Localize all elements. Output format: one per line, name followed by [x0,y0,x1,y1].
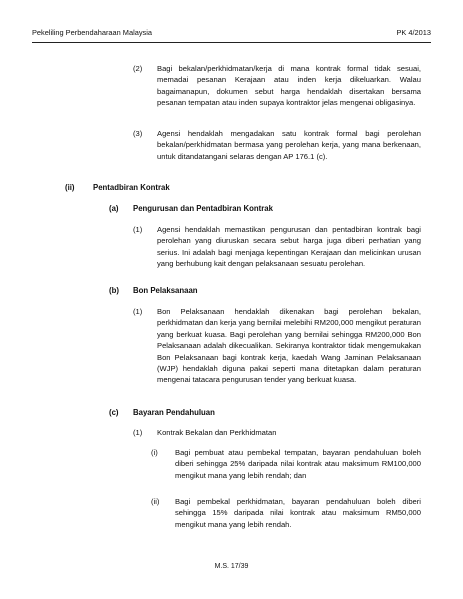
paragraph-ci: Bagi pembuat atau pembekal tempatan, bayaran pendahuluan boleh diberi sehingga 25% daripada nilai kontrak atau maksimum RM100,000 mengikut mana yang lebih rendah; dan [175,448,421,480]
paragraph-3: Agensi hendaklah mengadakan satu kontrak formal bagi perolehan bekalan/perkhidmatan bermasa yang perolehan kerja, yang mana berkenaan, untuk ditandatangani selaras dengan AP 176.1 (c). [157,129,421,161]
item-number-ci: (i) [151,448,158,457]
section-heading-pentadbiran-kontrak: Pentadbiran Kontrak [93,183,170,192]
subsection-number-b: (b) [109,286,119,295]
subsection-heading-bon-pelaksanaan: Bon Pelaksanaan [133,286,198,295]
subsection-heading-bayaran-pendahuluan: Bayaran Pendahuluan [133,408,215,417]
subsection-number-c: (c) [109,408,119,417]
section-number-ii: (ii) [65,183,75,192]
item-number-2: (2) [133,64,143,73]
paragraph-2: Bagi bekalan/perkhidmatan/kerja di mana kontrak formal tidak sesuai, memadai pesanan Kerajaan atau inden kerja dikeluarkan. Walau bagaimanapun, dokumen sebut harga hendaklah disertakan bersama pesanan tempatan atau inden supaya kontraktor jelas mengenai obligasinya. [157,64,421,108]
subsection-heading-pengurusan: Pengurusan dan Pentadbiran Kontrak [133,204,273,213]
item-number-cii: (ii) [151,497,160,506]
header-title: Pekeliling Perbendaharaan Malaysia [32,28,152,37]
header-doc-number: PK 4/2013 [396,28,431,37]
header-rule [32,42,431,43]
paragraph-b1: Bon Pelaksanaan hendaklah dikenakan bagi perolehan bekalan, perkhidmatan dan kerja yang bernilai melebihi RM200,000 mengikut peraturan yang berkuat kuasa. Bagi perolehan yang bernilai sehingga RM200,000 Bon Pelaksanaan adalah dikecualikan. Sekiranya kontraktor tidak mengemukakan Bon Pelaksanaan bagi kontrak kerja, kaedah Wang Jaminan Pelaksanaan (WJP) hendaklah diguna pakai seperti mana ditetapkan dalam peraturan mengenai tatacara pengurusan tender yang berkuat kuasa. [157,307,421,385]
page-number: M.S. 17/39 [214,563,249,570]
paragraph-a1: Agensi hendaklah memastikan pengurusan dan pentadbiran kontrak bagi perolehan yang diuruskan secara sebut harga juga diberi perhatian yang serius. Ini adalah bagi menjaga kepentingan Kerajaan dan melicinkan urusan yang berhubung kait dengan pelaksanaan sesuatu perolehan. [157,225,421,269]
item-number-a1: (1) [133,225,143,234]
item-number-c1: (1) [133,428,143,437]
item-number-3: (3) [133,129,143,138]
paragraph-c1: Kontrak Bekalan dan Perkhidmatan [157,428,277,437]
paragraph-cii: Bagi pembekal perkhidmatan, bayaran pendahuluan boleh diberi sehingga 15% daripada nilai kontrak atau maksimum RM50,000 mengikut mana yang lebih rendah. [175,497,421,529]
item-number-b1: (1) [133,307,143,316]
subsection-number-a: (a) [109,204,119,213]
